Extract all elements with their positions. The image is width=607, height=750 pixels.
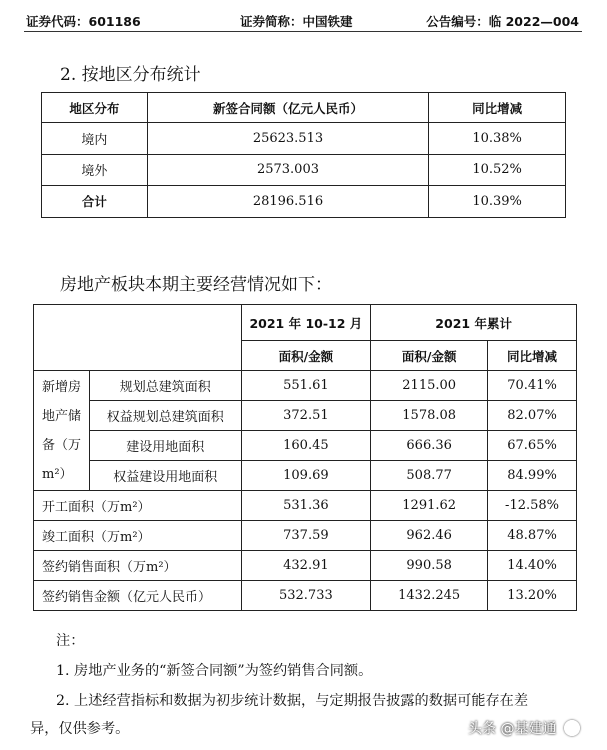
amount-cell: 2573.003 [147,154,428,186]
period-header: 2021 年 10-12 月 [241,305,371,341]
note-item-continued: 异，仅供参考。 [30,721,130,737]
section-title-realestate: 房地产板块本期主要经营情况如下： [60,275,332,295]
column-header: 同比增减 [429,93,566,123]
table-row [34,521,577,551]
stock-name: 证券简称：中国铁建 [240,14,353,29]
q4-cell: 532.733 [241,581,371,611]
yoy-cell: 67.65% [488,431,577,461]
table-header-row [42,93,566,123]
group-label-line: m²） [42,466,73,482]
amount-cell: 28196.516 [147,186,428,218]
ytd-cell: 666.36 [371,431,488,461]
page-header [0,8,607,32]
yoy-cell: 13.20% [488,581,577,611]
row-label: 竣工面积（万m²） [34,521,242,551]
row-label: 建设用地面积 [89,431,241,461]
row-label: 签约销售金额（亿元人民币） [34,581,242,611]
yoy-cell: 10.39% [429,186,566,218]
q4-cell: 109.69 [241,461,371,491]
q4-cell: 531.36 [241,491,371,521]
row-label: 签约销售面积（万m²） [34,551,242,581]
ytd-cell: 508.77 [371,461,488,491]
yoy-cell: -12.58% [488,491,577,521]
yoy-cell: 82.07% [488,401,577,431]
section-title-region: 2. 按地区分布统计 [60,65,201,85]
watermark-logo-icon [564,720,580,736]
table-row-total [42,186,566,218]
ytd-cell: 1578.08 [371,401,488,431]
column-header: 面积/金额 [241,341,371,371]
column-header: 地区分布 [42,93,148,123]
amount-cell: 25623.513 [147,123,428,155]
ytd-cell: 2115.00 [371,371,488,401]
row-label: 规划总建筑面积 [89,371,241,401]
column-header: 面积/金额 [371,341,488,371]
yoy-cell: 70.41% [488,371,577,401]
table-header-row [34,305,577,341]
blank-corner-cell [34,305,242,371]
q4-cell: 432.91 [241,551,371,581]
table-row [42,123,566,155]
row-label: 开工面积（万m²） [34,491,242,521]
yoy-cell: 14.40% [488,551,577,581]
stock-code: 证券代码：601186 [26,14,141,29]
column-header: 新签合同额（亿元人民币） [147,93,428,123]
note-item: 1. 房地产业务的“新签合同额”为签约销售合同额。 [56,663,373,679]
region-cell: 境内 [42,123,148,155]
q4-cell: 372.51 [241,401,371,431]
table-row [34,461,577,491]
yoy-cell: 10.38% [429,123,566,155]
yoy-cell: 10.52% [429,154,566,186]
q4-cell: 551.61 [241,371,371,401]
header-divider [24,31,582,32]
yoy-cell: 84.99% [488,461,577,491]
group-label-line: 备（万 [42,437,82,453]
table-row [34,431,577,461]
row-label: 权益建设用地面积 [89,461,241,491]
group-label-line: 新增房 [42,379,82,395]
group-label-line: 地产储 [42,408,82,424]
table-row [34,581,577,611]
region-cell: 合计 [42,186,148,218]
watermark [468,718,580,738]
ytd-cell: 962.46 [371,521,488,551]
note-item: 2. 上述经营指标和数据为初步统计数据，与定期报告披露的数据可能存在差 [56,693,529,709]
ytd-cell: 1432.245 [371,581,488,611]
ytd-cell: 1291.62 [371,491,488,521]
realestate-table [33,304,577,611]
q4-cell: 737.59 [241,521,371,551]
watermark-text: 头条 @基建通 [468,721,557,737]
period-header: 2021 年累计 [371,305,577,341]
group-label-cell [34,371,90,491]
ytd-cell: 990.58 [371,551,488,581]
notes-heading: 注： [56,633,85,649]
notice-number: 公告编号：临 2022—004 [426,14,579,29]
table-row [34,551,577,581]
row-label: 权益规划总建筑面积 [89,401,241,431]
yoy-cell: 48.87% [488,521,577,551]
q4-cell: 160.45 [241,431,371,461]
table-row [34,401,577,431]
region-table [41,92,566,218]
column-header: 同比增减 [488,341,577,371]
region-cell: 境外 [42,154,148,186]
table-row [42,154,566,186]
table-row [34,491,577,521]
table-row [34,371,577,401]
